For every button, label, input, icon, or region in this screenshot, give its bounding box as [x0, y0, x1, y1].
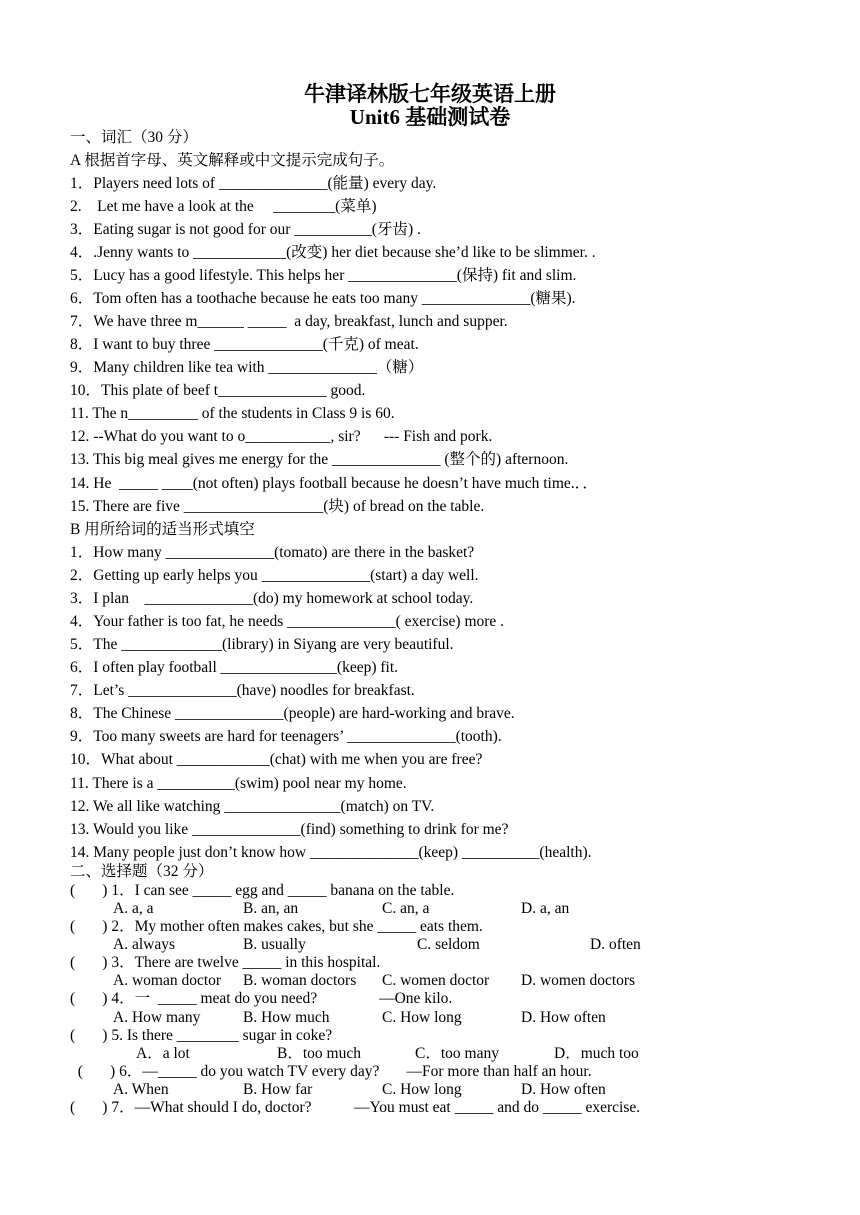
partA-item: 3．Eating sugar is not good for our __________(牙齿) .	[70, 221, 421, 238]
question-option: D. often	[590, 936, 641, 953]
partB-item: 2．Getting up early helps you ______________(start) a day well.	[70, 567, 479, 584]
partA-item: 11. The n_________ of the students in Class 9 is 60.	[70, 405, 395, 422]
partA-item: 13. This big meal gives me energy for the ______________ (整个的) afternoon.	[70, 451, 569, 468]
question-stem: ( ) 7．—What should I do, doctor? —You must eat _____ and do _____ exercise.	[70, 1099, 641, 1116]
question-option: D. How often	[521, 1009, 606, 1026]
question-option: B. woman doctors	[243, 972, 357, 989]
question-stem: ( ) 2．My mother often makes cakes, but she _____ eats them.	[70, 918, 483, 935]
partA-item: 12. --What do you want to o___________, sir? --- Fish and pork.	[70, 428, 493, 445]
question-option: C. women doctor	[382, 972, 490, 989]
partB-item: 1．How many ______________(tomato) are there in the basket?	[70, 544, 475, 561]
question-option: A. a, a	[113, 900, 154, 917]
section1-heading: 一、词汇（30 分）	[70, 129, 198, 146]
question-option: A. always	[113, 936, 175, 953]
question-stem: ( ) 6．—_____ do you watch TV every day? —For more than half an hour.	[70, 1063, 592, 1080]
question-option: A. How many	[113, 1009, 201, 1026]
partA-item: 2. Let me have a look at the ________(菜单)	[70, 198, 377, 215]
partA-item: 9．Many children like tea with ______________（糖）	[70, 359, 424, 376]
question-option: D. How often	[521, 1081, 606, 1098]
partA-item: 1．Players need lots of ______________(能量) every day.	[70, 175, 437, 192]
question-option: B. an, an	[243, 900, 299, 917]
partA-item: 5．Lucy has a good lifestyle. This helps her ______________(保持) fit and slim.	[70, 267, 577, 284]
question-option: D．much too	[554, 1045, 639, 1062]
question-option: C．too many	[415, 1045, 499, 1062]
partB-item: 10．What about ____________(chat) with me when you are free?	[70, 751, 483, 768]
question-option: D. a, an	[521, 900, 570, 917]
partB-item: 12. We all like watching _______________(match) on TV.	[70, 798, 435, 815]
partB-item: 14. Many people just don’t know how ______________(keep) __________(health).	[70, 844, 592, 861]
question-stem: ( ) 4．一 _____ meat do you need? —One kilo.	[70, 990, 453, 1007]
partB-item: 4．Your father is too fat, he needs ______________( exercise) more .	[70, 613, 505, 630]
partB-item: 6．I often play football _______________(keep) fit.	[70, 659, 399, 676]
question-option: C. How long	[382, 1009, 462, 1026]
question-option: B. usually	[243, 936, 306, 953]
partA-item: 10．This plate of beef t______________ good.	[70, 382, 366, 399]
question-option: C. seldom	[417, 936, 480, 953]
exam-title: 牛津译林版七年级英语上册	[304, 82, 556, 106]
partA-item: 6．Tom often has a toothache because he eats too many ______________(糖果).	[70, 290, 576, 307]
partA-heading: A 根据首字母、英文解释或中文提示完成句子。	[70, 152, 395, 169]
question-option: A．a lot	[136, 1045, 190, 1062]
question-stem: ( ) 5. Is there ________ sugar in coke?	[70, 1027, 333, 1044]
partB-item: 13. Would you like ______________(find) something to drink for me?	[70, 821, 509, 838]
question-option: B. How far	[243, 1081, 313, 1098]
partA-item: 8．I want to buy three ______________(千克) of meat.	[70, 336, 419, 353]
question-option: A. woman doctor	[113, 972, 222, 989]
question-option: C. an, a	[382, 900, 430, 917]
question-option: A. When	[113, 1081, 169, 1098]
partB-heading: B 用所给词的适当形式填空	[70, 521, 255, 538]
question-stem: ( ) 1．I can see _____ egg and _____ banana on the table.	[70, 882, 455, 899]
partA-item: 15. There are five __________________(块) of bread on the table.	[70, 498, 485, 515]
partB-item: 11. There is a __________(swim) pool near my home.	[70, 775, 407, 792]
partA-item: 4．.Jenny wants to ____________(改变) her diet because she’d like to be slimmer. .	[70, 244, 596, 261]
question-option: C. How long	[382, 1081, 462, 1098]
partB-item: 3．I plan ______________(do) my homework at school today.	[70, 590, 474, 607]
question-option: B. How much	[243, 1009, 330, 1026]
exam-subtitle: Unit6 基础测试卷	[349, 105, 511, 129]
partB-item: 7．Let’s ______________(have) noodles for breakfast.	[70, 682, 415, 699]
question-stem: ( ) 3．There are twelve _____ in this hospital.	[70, 954, 381, 971]
partA-item: 14. He _____ ____(not often) plays football because he doesn’t have much time.．．	[70, 475, 598, 492]
question-option: B．too much	[277, 1045, 361, 1062]
partB-item: 9．Too many sweets are hard for teenagers’ ______________(tooth).	[70, 728, 502, 745]
section2-heading: 二、选择题（32 分）	[70, 863, 214, 880]
partA-item: 7．We have three m______ _____ a day, breakfast, lunch and supper.	[70, 313, 508, 330]
partB-item: 8．The Chinese ______________(people) are hard-working and brave.	[70, 705, 515, 722]
partB-item: 5．The _____________(library) in Siyang are very beautiful.	[70, 636, 454, 653]
question-option: D. women doctors	[521, 972, 636, 989]
